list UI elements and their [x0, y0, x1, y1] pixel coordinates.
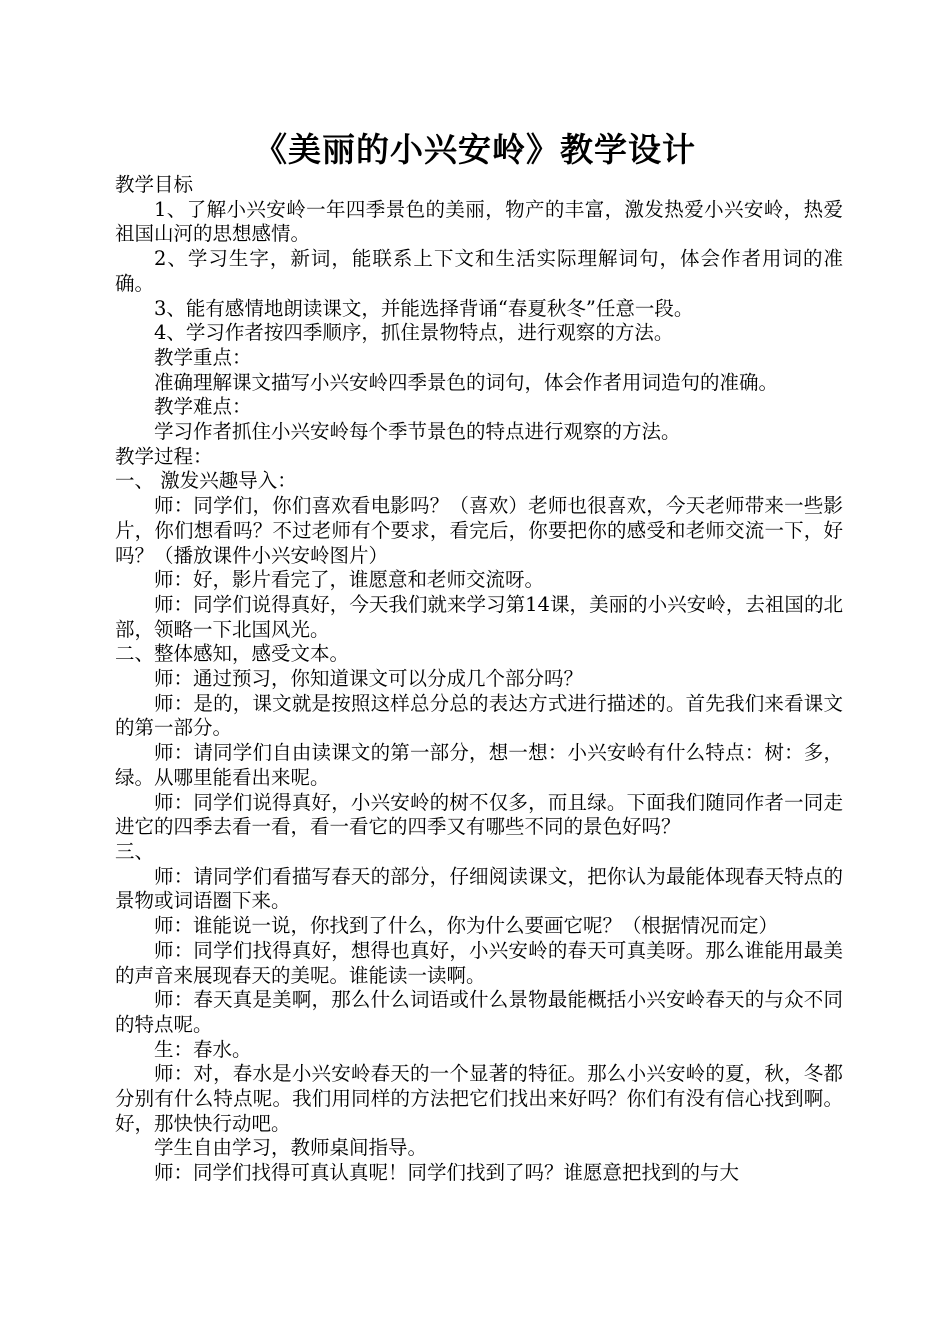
- paragraph: 准确理解课文描写小兴安岭四季景色的词句，体会作者用词造句的准确。: [154, 370, 779, 394]
- paragraph: 师：同学们找得可真认真呢！同学们找到了吗？谁愿意把找到的与大: [154, 1161, 740, 1185]
- paragraph: 师：请同学们自由读课文的第一部分，想一想：小兴安岭有什么特点：树：多，绿。从哪里能看出来呢。: [115, 741, 843, 789]
- paragraph: 师：好，影片看完了，谁愿意和老师交流呀。: [154, 568, 545, 592]
- paragraph: 师：同学们说得真好，今天我们就来学习第14课，美丽的小兴安岭，去祖国的北部，领略一下北国风光。: [115, 592, 843, 641]
- paragraph: 二、整体感知，感受文本。: [115, 642, 350, 666]
- paragraph: 一、 激发兴趣导入：: [115, 469, 297, 493]
- paragraph: 教学目标: [115, 173, 194, 196]
- paragraph: 师：春天真是美啊，那么什么词语或什么景物最能概括小兴安岭春天的与众不同的特点呢。: [115, 988, 843, 1036]
- paragraph: 生：春水。: [154, 1037, 252, 1061]
- paragraph: 师：请同学们看描写春天的部分，仔细阅读课文，把你认为最能体现春天特点的景物或词语圈下来。: [115, 864, 843, 913]
- paragraph: 2、学习生字，新词，能联系上下文和生活实际理解词句，体会作者用词的准确。: [115, 247, 843, 295]
- paragraph: 师：同学们，你们喜欢看电影吗？（喜欢）老师也很喜欢，今天老师带来一些影片，你们想看吗？不过老师有个要求，看完后，你要把你的感受和老师交流一下，好吗？（播放课件小兴安岭图片）: [115, 494, 843, 567]
- document-body: [115, 173, 843, 1186]
- paragraph: 学习作者抓住小兴安岭每个季节景色的特点进行观察的方法。: [154, 420, 681, 444]
- paragraph: 三、: [115, 839, 155, 863]
- paragraph: 师：谁能说一说，你找到了什么，你为什么要画它呢？（根据情况而定）: [154, 914, 779, 938]
- paragraph: 3、能有感情地朗读课文，并能选择背诵“春夏秋冬”任意一段。: [154, 296, 694, 320]
- paragraph: 师：是的，课文就是按照这样总分总的表达方式进行描述的。首先我们来看课文的第一部分。: [115, 691, 843, 740]
- paragraph: 教学过程：: [115, 444, 213, 468]
- paragraph: 师：同学们说得真好，小兴安岭的树不仅多，而且绿。下面我们随同作者一同走进它的四季去看一看，看一看它的四季又有哪些不同的景色好吗？: [115, 790, 843, 839]
- paragraph: 教学重点：: [154, 345, 252, 369]
- paragraph: 教学难点：: [154, 395, 252, 419]
- paragraph: 师：对，春水是小兴安岭春天的一个显著的特征。那么小兴安岭的夏，秋，冬都分别有什么特点呢。我们用同样的方法把它们找出来好吗？你们有没有信心找到啊。好，那快快行动吧。: [115, 1062, 843, 1135]
- paragraph: 学生自由学习，教师桌间指导。: [154, 1136, 428, 1160]
- paragraph: 4、学习作者按四季顺序，抓住景物特点，进行观察的方法。: [154, 321, 674, 345]
- paragraph: 师：通过预习，你知道课文可以分成几个部分吗？: [154, 667, 584, 691]
- document-title: 《美丽的小兴安岭》教学设计: [254, 130, 696, 169]
- paragraph: 1、了解小兴安岭一年四季景色的美丽，物产的丰富，激发热爱小兴安岭，热爱祖国山河的思想感情。: [115, 197, 843, 246]
- paragraph: 师：同学们找得真好，想得也真好，小兴安岭的春天可真美呀。那么谁能用最美的声音来展现春天的美呢。谁能读一读啊。: [115, 938, 843, 987]
